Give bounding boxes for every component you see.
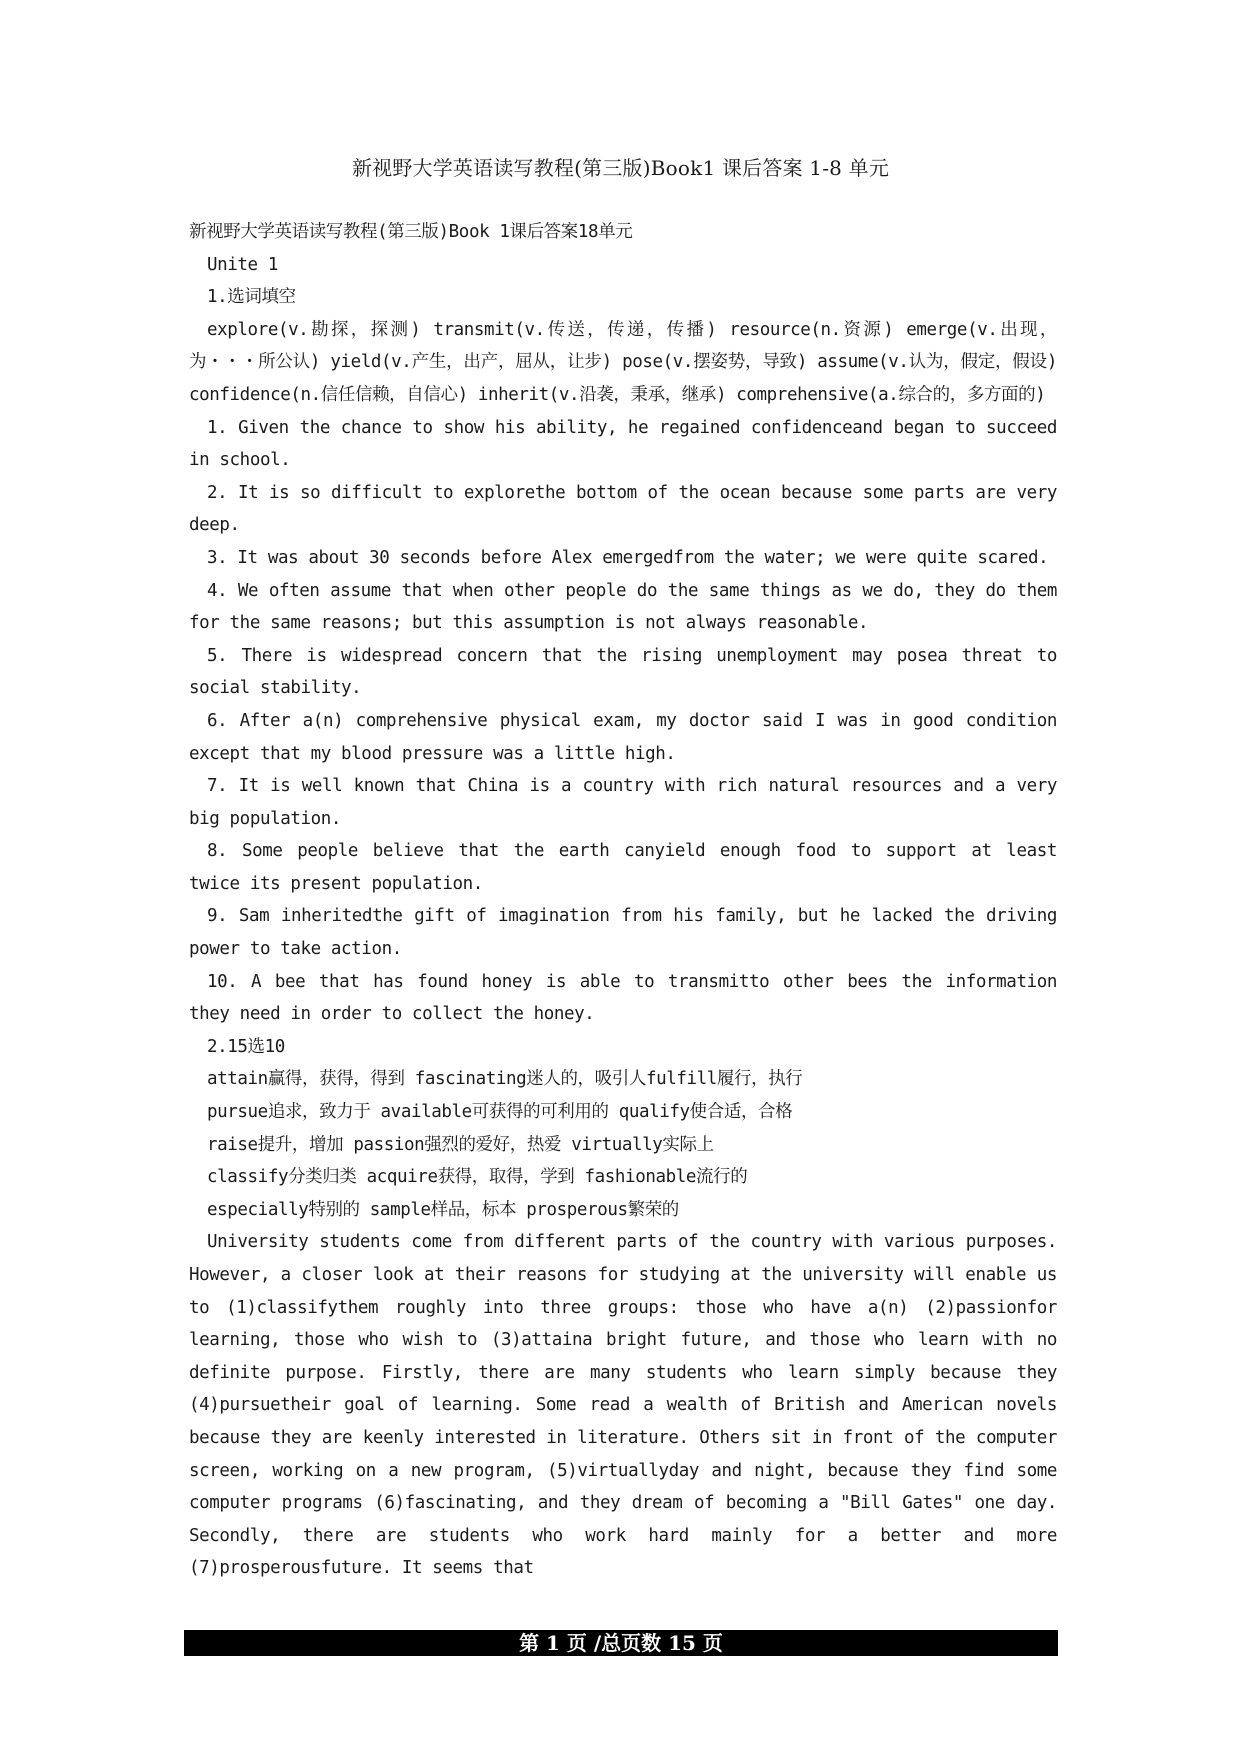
sentence-item: 1. Given the chance to show his ability, he regained confidenceand began to succeed in school. xyxy=(189,417,1057,471)
document-body xyxy=(189,216,1057,1585)
word-list-line: raise提升，增加 passion强烈的爱好，热爱 virtually实际上 xyxy=(207,1134,714,1155)
subtitle-line: 新视野大学英语读写教程(第三版)Book 1课后答案18单元 xyxy=(189,222,633,242)
sentence-item: 3. It was about 30 seconds before Alex emergedfrom the water; we were quite scared. xyxy=(207,547,1049,568)
sentence-item: 8. Some people believe that the earth canyield enough food to support at least twice its present population. xyxy=(189,841,1057,894)
document-title: 新视野大学英语读写教程(第三版)Book1 课后答案 1-8 单元 xyxy=(351,156,890,180)
vocabulary-list: explore(v.勘探，探测) transmit(v.传送，传递，传播) resource(n.资源) emerge(v.出现，为・・・所公认) yield(v.产生，出产，屈从，让步) pose(v.摆姿势，导致) assume(v.认为，假定，假设) confidence(n.信任信赖，自信心) inherit(v.沿袭，秉承，继承) comprehensive(a.综合的，多方面的) xyxy=(189,319,1057,405)
section-heading: 2.15选10 xyxy=(207,1036,285,1057)
word-list-line: especially特别的 sample样品，标本 prosperous繁荣的 xyxy=(207,1199,679,1220)
passage-paragraph: University students come from different parts of the country with various purposes. However, a closer look at their reasons for studying at the university will enable us to (1)classifythem roughly into three groups: those who have a(n) (2)passionfor learning, those who wish to (3)attaina bright future, and those who learn with no definite purpose. Firstly, there are many students who learn simply because they (4)pursuetheir goal of learning. Some read a wealth of British and American novels because they are keenly interested in literature. Others sit in front of the computer screen, working on a new program, (5)virtuallyday and night, because they find some computer programs (6)fascinating, and they dream of becoming a "Bill Gates" one day. Secondly, there are students who work hard mainly for a better and more (7)prosperousfuture. It seems that xyxy=(189,1232,1057,1579)
sentence-item: 5. There is widespread concern that the rising unemployment may posea threat to social stability. xyxy=(189,645,1057,699)
word-list-line: classify分类归类 acquire获得，取得，学到 fashionable流行的 xyxy=(207,1167,748,1188)
sentence-item: 6. After a(n) comprehensive physical exam, my doctor said I was in good condition except that my blood pressure was a little high. xyxy=(189,710,1057,764)
sentence-item: 4. We often assume that when other people do the same things as we do, they do them for the same reasons; but this assumption is not always reasonable. xyxy=(189,580,1057,634)
section-heading: 1.选词填空 xyxy=(207,287,296,308)
word-list-line: attain赢得，获得，得到 fascinating迷人的，吸引人fulfill履行，执行 xyxy=(207,1069,803,1090)
unit-heading: Unite 1 xyxy=(207,254,278,275)
sentence-item: 9. Sam inheritedthe gift of imagination from his family, but he lacked the driving power to take action. xyxy=(189,906,1057,960)
sentence-item: 2. It is so difficult to explorethe bottom of the ocean because some parts are very deep. xyxy=(189,482,1057,536)
sentence-item: 7. It is well known that China is a country with rich natural resources and a very big population. xyxy=(189,776,1057,829)
page-footer: 第 1 页 /总页数 15 页 xyxy=(184,1630,1058,1656)
sentence-item: 10. A bee that has found honey is able to transmitto other bees the information they need in order to collect the honey. xyxy=(189,971,1057,1025)
word-list-line: pursue追求，致力于 available可获得的可利用的 qualify使合适，合格 xyxy=(207,1102,793,1123)
